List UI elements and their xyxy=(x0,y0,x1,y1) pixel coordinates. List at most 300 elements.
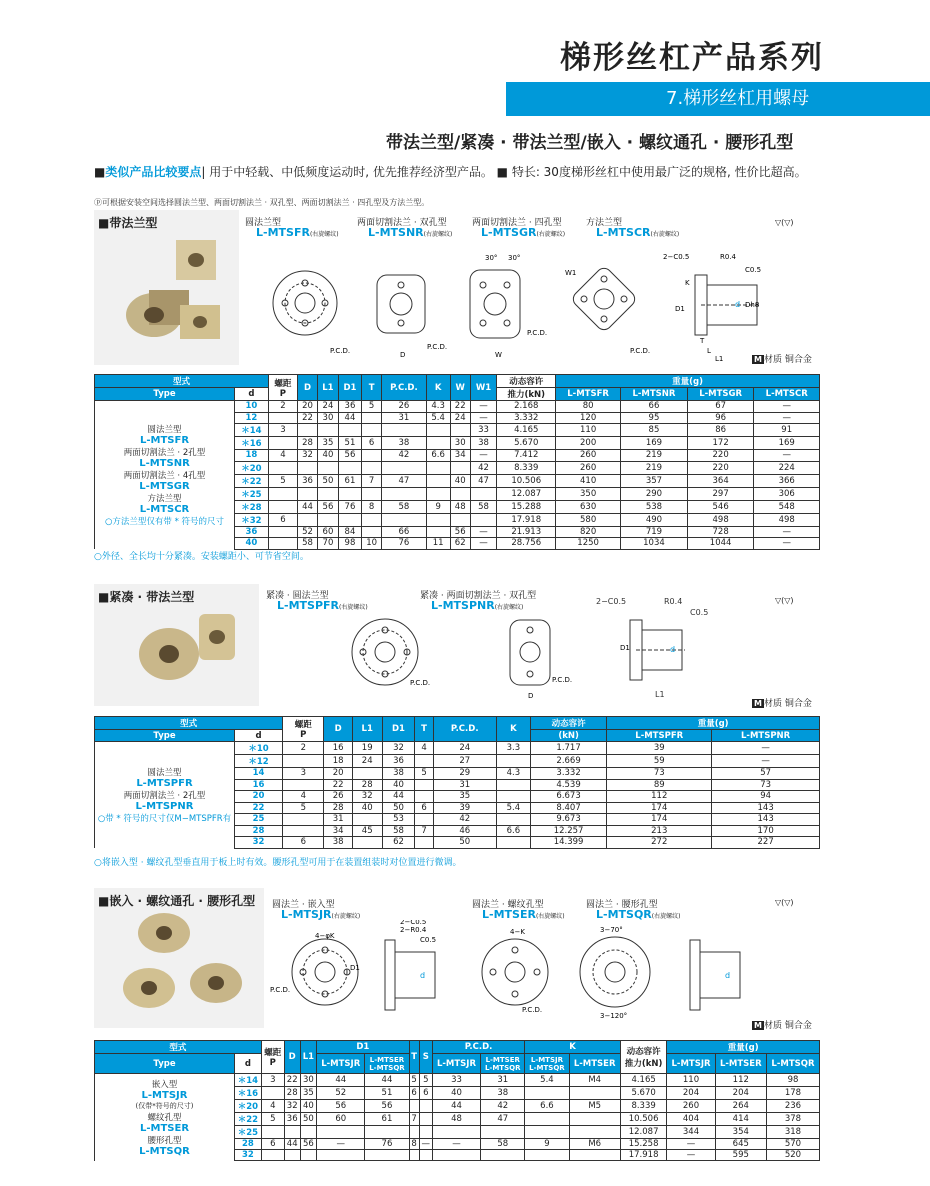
cell-d: ＊22 xyxy=(235,1113,262,1126)
cell-w3: 728 xyxy=(687,526,754,538)
c05-label: 2−C0.5 xyxy=(663,253,690,261)
cell-L1: 24 xyxy=(352,755,382,768)
cell-T xyxy=(362,513,382,526)
cell-L1 xyxy=(318,513,339,526)
cell-p: 6 xyxy=(261,1139,284,1150)
cell-load: 8.339 xyxy=(497,461,556,474)
cell-w2: 204 xyxy=(715,1087,766,1100)
t1-h-d: d xyxy=(235,388,269,401)
cell-w1: 39 xyxy=(607,742,712,755)
cell-D: 22 xyxy=(297,412,317,424)
type-name: 方法兰型 xyxy=(147,494,182,504)
cell-pcd xyxy=(382,513,427,526)
cell-w1: 820 xyxy=(556,526,621,538)
flange-nut-photo xyxy=(94,210,239,365)
t3-h-weight: 重量(g) xyxy=(667,1041,820,1054)
cell-W1: 58 xyxy=(470,500,497,513)
r04-label-2: R0.4 xyxy=(664,597,683,606)
material-note-2 xyxy=(752,696,812,709)
cell-w1: 1250 xyxy=(556,538,621,550)
cell-w2: 57 xyxy=(712,768,820,780)
cell-load: 8.339 xyxy=(620,1100,667,1113)
t3-h-p: P xyxy=(269,1058,276,1068)
t3-h-sub3: L-MTSJR xyxy=(432,1054,480,1074)
intro-marker: ■ xyxy=(94,165,106,179)
cell-w3: 236 xyxy=(766,1100,819,1113)
table-row xyxy=(95,401,820,413)
pcd-label-3: P.C.D. xyxy=(527,329,548,337)
t3-h-w-qr: L-MTSQR xyxy=(766,1054,819,1074)
drawing3-pn xyxy=(481,226,565,239)
t2-h-type2: Type xyxy=(95,730,235,742)
cell-L1: 70 xyxy=(318,538,339,550)
cell-w2: 595 xyxy=(715,1150,766,1161)
cell-D1a: — xyxy=(317,1139,365,1150)
cell-D1: 58 xyxy=(382,825,415,837)
t3-h-sub1: L-MTSJR xyxy=(317,1054,365,1074)
t3-h-d: d xyxy=(235,1054,262,1074)
drawing2-pn xyxy=(368,226,452,239)
t3-type-cell xyxy=(95,1074,235,1161)
cell-L1 xyxy=(318,424,339,437)
cell-d: ＊22 xyxy=(235,474,269,487)
cell-d: 10 xyxy=(235,401,269,413)
t2-h-pcd: P.C.D. xyxy=(433,717,496,742)
cell-W1: 47 xyxy=(470,474,497,487)
cell-L1: 40 xyxy=(300,1100,316,1113)
cell-D1 xyxy=(338,487,361,500)
t1-h-p: P xyxy=(279,388,287,399)
d-label-4: d xyxy=(725,971,731,980)
t3-h-w-er: L-MTSER xyxy=(715,1054,766,1074)
cell-W xyxy=(450,487,470,500)
cell-d: ＊32 xyxy=(235,513,269,526)
type-pn: L-MTSCR xyxy=(139,504,190,515)
cell-W: 48 xyxy=(450,500,470,513)
roughness-symbol-2: ▽(▽) xyxy=(775,596,794,605)
t3-h-K: K xyxy=(525,1041,621,1054)
cell-D xyxy=(297,461,317,474)
type-note: ○带 * 符号的尺寸仅M−MTSPFR有 xyxy=(97,814,232,824)
cell-w4: 169 xyxy=(754,437,820,450)
cell-w3: 378 xyxy=(766,1113,819,1126)
section2-photo-box xyxy=(94,584,259,706)
d1-label: D1 xyxy=(675,305,685,313)
t1-h-pitch-text: 螺距 xyxy=(274,378,292,389)
cell-K xyxy=(426,513,450,526)
cell-W xyxy=(450,461,470,474)
t3-h-sub6: L-MTSER xyxy=(569,1054,620,1074)
cell-d: ＊16 xyxy=(235,437,269,450)
t2-h-p: P xyxy=(300,730,307,740)
cell-D: 20 xyxy=(297,401,317,413)
cell-load: 5.670 xyxy=(497,437,556,450)
cell-d: 14 xyxy=(235,768,283,780)
cell-w2: — xyxy=(712,755,820,768)
t3-h-sub2: L-MTSER L-MTSQR xyxy=(365,1054,409,1074)
cell-D1: 53 xyxy=(382,814,415,826)
cell-pcd xyxy=(382,461,427,474)
drawing4-label: 方法兰型 xyxy=(586,218,623,228)
cell-Kb: M6 xyxy=(569,1139,620,1150)
t2-h-type: 型式 xyxy=(95,717,283,730)
t2-h-pitch-text: 螺距 xyxy=(294,720,312,730)
cell-w2: 169 xyxy=(621,437,688,450)
cell-D: 26 xyxy=(324,791,353,803)
side-view-drawing xyxy=(663,253,761,363)
section3-photo-box xyxy=(94,888,264,1028)
cell-w4: 548 xyxy=(754,500,820,513)
dim-d-label-2: D xyxy=(528,692,534,700)
cell-p: 6 xyxy=(283,837,324,849)
section1-drawings xyxy=(245,245,835,365)
cell-W: 40 xyxy=(450,474,470,487)
cell-K: 3.3 xyxy=(496,742,530,755)
cell-D1: 44 xyxy=(382,791,415,803)
d-label-3: d xyxy=(420,971,426,980)
cell-D: 38 xyxy=(324,837,353,849)
cell-pa: — xyxy=(432,1139,480,1150)
cell-w4: 498 xyxy=(754,513,820,526)
cell-T: 5 xyxy=(409,1074,419,1087)
cell-L1: 30 xyxy=(300,1074,316,1087)
cell-Ka xyxy=(525,1087,569,1100)
cell-T xyxy=(415,791,433,803)
cell-T: 5 xyxy=(362,401,382,413)
cell-w2: 264 xyxy=(715,1100,766,1113)
cell-w1: 260 xyxy=(556,461,621,474)
cell-W: 30 xyxy=(450,437,470,450)
two-hole-drawing xyxy=(377,275,447,359)
material-text-1: 材质 铜合金 xyxy=(763,355,812,365)
cell-w2: 219 xyxy=(621,461,688,474)
cell-K: 4.3 xyxy=(426,401,450,413)
t2-h-T: T xyxy=(415,717,433,742)
cell-pb: 38 xyxy=(481,1087,525,1100)
material-mark-2: M xyxy=(754,699,762,708)
cell-w3: 520 xyxy=(766,1150,819,1161)
cell-L1 xyxy=(352,814,382,826)
cell-p: 3 xyxy=(268,424,297,437)
cell-w2: 73 xyxy=(712,779,820,791)
drawing1-pn-text: L-MTSFR xyxy=(256,226,310,239)
cell-D1: 51 xyxy=(338,437,361,450)
cell-Ka: 5.4 xyxy=(525,1074,569,1087)
drawing9-label: 圆法兰 · 腰形孔型 xyxy=(586,900,658,910)
cell-T xyxy=(362,424,382,437)
cell-w4: — xyxy=(754,538,820,550)
cell-T xyxy=(362,412,382,424)
cell-w3: 1044 xyxy=(687,538,754,550)
pcd-label-1: P.C.D. xyxy=(330,347,351,355)
cell-w2: 290 xyxy=(621,487,688,500)
t1-h-w-fr: L-MTSFR xyxy=(556,388,621,401)
cell-d: ＊16 xyxy=(235,1087,262,1100)
cell-w2: 143 xyxy=(712,814,820,826)
cell-load: 17.918 xyxy=(620,1150,667,1161)
pcd-label-8: P.C.D. xyxy=(522,1006,543,1014)
drawing6-pn-note: (右旋螺纹) xyxy=(494,604,524,611)
type-name: 嵌入型 xyxy=(151,1079,178,1090)
cell-L1: 40 xyxy=(352,802,382,814)
cell-p xyxy=(268,461,297,474)
cell-pcd xyxy=(382,487,427,500)
cell-D1: 44 xyxy=(338,412,361,424)
pcd-label-7: P.C.D. xyxy=(270,986,291,994)
cell-w2: 538 xyxy=(621,500,688,513)
cell-w3: 86 xyxy=(687,424,754,437)
cell-T xyxy=(362,526,382,538)
cell-w2: 227 xyxy=(712,837,820,849)
cell-load: 28.756 xyxy=(497,538,556,550)
cell-w1: 404 xyxy=(667,1113,715,1126)
cell-p: 2 xyxy=(283,742,324,755)
compact-side-view xyxy=(620,620,685,680)
cell-load: 14.399 xyxy=(530,837,606,849)
cell-w1: 174 xyxy=(607,814,712,826)
drawing4-pn xyxy=(596,226,679,239)
cell-D: 34 xyxy=(324,825,353,837)
cell-d: 16 xyxy=(235,779,283,791)
cell-S xyxy=(419,1126,432,1139)
cell-p xyxy=(283,814,324,826)
cell-load: 5.670 xyxy=(620,1087,667,1100)
cell-W: 34 xyxy=(450,450,470,462)
cell-D1: 32 xyxy=(382,742,415,755)
type-pn: L-MTSJR xyxy=(141,1089,188,1101)
cell-W xyxy=(450,513,470,526)
cell-K xyxy=(426,437,450,450)
cell-p xyxy=(268,526,297,538)
type-name: 螺纹孔型 xyxy=(147,1112,182,1123)
t2-h-K: K xyxy=(496,717,530,742)
cell-d: 25 xyxy=(235,814,283,826)
cell-T xyxy=(362,450,382,462)
t2-h-load: 动态容许 xyxy=(530,717,606,730)
cell-d: ＊25 xyxy=(235,1126,262,1139)
cell-load: 4.165 xyxy=(620,1074,667,1087)
cell-L1: 30 xyxy=(318,412,339,424)
cell-load: 17.918 xyxy=(497,513,556,526)
c05c-label: 2−C0.5 xyxy=(400,920,427,926)
cell-T: 6 xyxy=(415,802,433,814)
intro-line xyxy=(94,163,807,180)
cell-K xyxy=(496,755,530,768)
t3-h-sub4: L-MTSER L-MTSQR xyxy=(481,1054,525,1074)
cell-K xyxy=(496,779,530,791)
cell-L1: 28 xyxy=(352,779,382,791)
t1-h-D: D xyxy=(297,375,317,401)
material-mark-3: M xyxy=(754,1021,762,1030)
cell-d: 32 xyxy=(235,837,283,849)
type-pn: L-MTSQR xyxy=(139,1145,190,1157)
drawing9-pn-text: L-MTSQR xyxy=(596,908,652,921)
cell-L1: 19 xyxy=(352,742,382,755)
cell-d: ＊14 xyxy=(235,424,269,437)
cell-w1: 120 xyxy=(556,412,621,424)
cell-pa xyxy=(432,1126,480,1139)
pcd-label-2: P.C.D. xyxy=(427,343,448,351)
t2-body xyxy=(95,742,820,849)
cell-pcd: 26 xyxy=(382,401,427,413)
table-row xyxy=(95,1074,820,1087)
cell-pcd: 58 xyxy=(382,500,427,513)
cell-K: 5.4 xyxy=(496,802,530,814)
cell-d: 18 xyxy=(235,450,269,462)
cell-w3: 297 xyxy=(687,487,754,500)
cell-w1: 410 xyxy=(556,474,621,487)
cell-w1: 89 xyxy=(607,779,712,791)
cell-W1: — xyxy=(470,450,497,462)
cell-w2: 490 xyxy=(621,513,688,526)
cell-p: 3 xyxy=(283,768,324,780)
cell-p: 4 xyxy=(268,450,297,462)
cell-load: 12.257 xyxy=(530,825,606,837)
cell-pcd: 50 xyxy=(433,837,496,849)
cell-D1: 38 xyxy=(382,768,415,780)
drawing5-pn-note: (右旋螺纹) xyxy=(339,604,368,611)
cell-p: 5 xyxy=(283,802,324,814)
cell-T: 6 xyxy=(409,1087,419,1100)
cell-T xyxy=(409,1100,419,1113)
cell-L1: 35 xyxy=(300,1087,316,1100)
type-note: ○方法兰型仅有带 * 符号的尺寸 xyxy=(104,517,225,527)
section3-drawings xyxy=(270,920,770,1030)
compact-round-drawing xyxy=(352,619,430,687)
type-name: 两面切割法兰 · 2孔型 xyxy=(123,791,206,801)
dim-w1-label: W1 xyxy=(565,269,577,277)
compact-two-hole-drawing xyxy=(510,620,572,700)
cell-w1: 80 xyxy=(556,401,621,413)
cell-w2: 1034 xyxy=(621,538,688,550)
cell-pcd: 39 xyxy=(433,802,496,814)
cell-L1 xyxy=(318,487,339,500)
cell-d: 22 xyxy=(235,802,283,814)
cell-d: ＊20 xyxy=(235,461,269,474)
roughness-symbol-3: ▽(▽) xyxy=(775,898,794,907)
cell-W: 24 xyxy=(450,412,470,424)
t3-h-type: 型式 xyxy=(95,1041,262,1054)
cell-p: 3 xyxy=(261,1074,284,1087)
cell-T xyxy=(362,487,382,500)
page-title: 梯形丝杠产品系列 xyxy=(560,40,824,76)
drawing1-pn xyxy=(256,226,339,239)
spec-table-3 xyxy=(94,1040,820,1161)
cell-w1: 174 xyxy=(607,802,712,814)
t2-h-w-pnr: L-MTSPNR xyxy=(712,730,820,742)
cell-pa: 48 xyxy=(432,1113,480,1126)
cell-W1: — xyxy=(470,401,497,413)
cell-W1 xyxy=(470,513,497,526)
cell-w1: — xyxy=(667,1150,715,1161)
cell-w3: 570 xyxy=(766,1139,819,1150)
cell-d: ＊10 xyxy=(235,742,283,755)
t3-h-pitch xyxy=(261,1041,284,1074)
cell-w2: 143 xyxy=(712,802,820,814)
t3-h-pitch-text: 螺距 xyxy=(264,1048,282,1058)
cell-D1a: 56 xyxy=(317,1100,365,1113)
cell-p xyxy=(283,779,324,791)
cell-w1: 204 xyxy=(667,1087,715,1100)
cell-D1a: 44 xyxy=(317,1074,365,1087)
cell-p: 5 xyxy=(261,1113,284,1126)
cell-D: 22 xyxy=(324,779,353,791)
cell-w2: 354 xyxy=(715,1126,766,1139)
drawing4-pn-note: (右旋螺纹) xyxy=(650,231,680,238)
drawing7-pn-text: L-MTSJR xyxy=(281,908,332,921)
cell-w3: 96 xyxy=(687,412,754,424)
cell-D: 36 xyxy=(297,474,317,487)
t2-h-w-pfr: L-MTSPFR xyxy=(607,730,712,742)
drawing3-label: 两面切割法兰 · 四孔型 xyxy=(472,218,562,228)
cell-D1: 61 xyxy=(338,474,361,487)
t1-h-D1: D1 xyxy=(338,375,361,401)
cell-p xyxy=(268,500,297,513)
cell-load: 6.673 xyxy=(530,791,606,803)
cell-T: 8 xyxy=(362,500,382,513)
t1-h-w-nr: L-MTSNR xyxy=(621,388,688,401)
cell-D1: 36 xyxy=(338,401,361,413)
cell-pa: 40 xyxy=(432,1087,480,1100)
cell-load: 9.673 xyxy=(530,814,606,826)
pcd-label-5: P.C.D. xyxy=(410,679,431,687)
footnote-1 xyxy=(94,549,309,562)
t2-h-weight: 重量(g) xyxy=(607,717,820,730)
t2-h-L1: L1 xyxy=(352,717,382,742)
material-mark-1: M xyxy=(754,355,762,364)
cell-p: 2 xyxy=(268,401,297,413)
cell-D1a: 52 xyxy=(317,1087,365,1100)
cell-Kb: M4 xyxy=(569,1074,620,1087)
cell-w4: 306 xyxy=(754,487,820,500)
cell-T xyxy=(409,1126,419,1139)
t-label: T xyxy=(700,337,705,345)
cell-w1: 110 xyxy=(556,424,621,437)
cell-w3: 220 xyxy=(687,461,754,474)
cell-D: 28 xyxy=(284,1087,300,1100)
cell-W: 62 xyxy=(450,538,470,550)
cell-w4: — xyxy=(754,450,820,462)
cell-D1b xyxy=(365,1126,409,1139)
cell-d: 12 xyxy=(235,412,269,424)
cell-D1: 62 xyxy=(382,837,415,849)
cell-Kb xyxy=(569,1150,620,1161)
drawing6-label: 紧凑 · 两面切割法兰 · 双孔型 xyxy=(420,591,537,601)
t2-type-cell xyxy=(95,742,235,849)
slot-hole-drawing xyxy=(580,926,740,1020)
cell-L1: 60 xyxy=(318,526,339,538)
cell-S: 6 xyxy=(419,1087,432,1100)
cell-w1: 110 xyxy=(667,1074,715,1087)
type-pn: L-MTSNR xyxy=(139,458,190,469)
cell-L1: 50 xyxy=(318,474,339,487)
cell-w2: 85 xyxy=(621,424,688,437)
cell-w3: 220 xyxy=(687,450,754,462)
cell-w2: 112 xyxy=(715,1074,766,1087)
cell-K xyxy=(496,837,530,849)
c05d-label: C0.5 xyxy=(420,936,437,944)
t1-h-pcd: P.C.D. xyxy=(382,375,427,401)
cell-pa: 33 xyxy=(432,1074,480,1087)
cell-load: 4.165 xyxy=(497,424,556,437)
cell-w2: 645 xyxy=(715,1139,766,1150)
cell-D1: 50 xyxy=(382,802,415,814)
thread-hole-drawing xyxy=(482,928,548,1014)
angle-label-2: 30° xyxy=(508,254,521,262)
type-pn-note: (仅带*符号的尺寸) xyxy=(135,1101,194,1110)
cell-D: 32 xyxy=(297,450,317,462)
cell-D xyxy=(284,1126,300,1139)
